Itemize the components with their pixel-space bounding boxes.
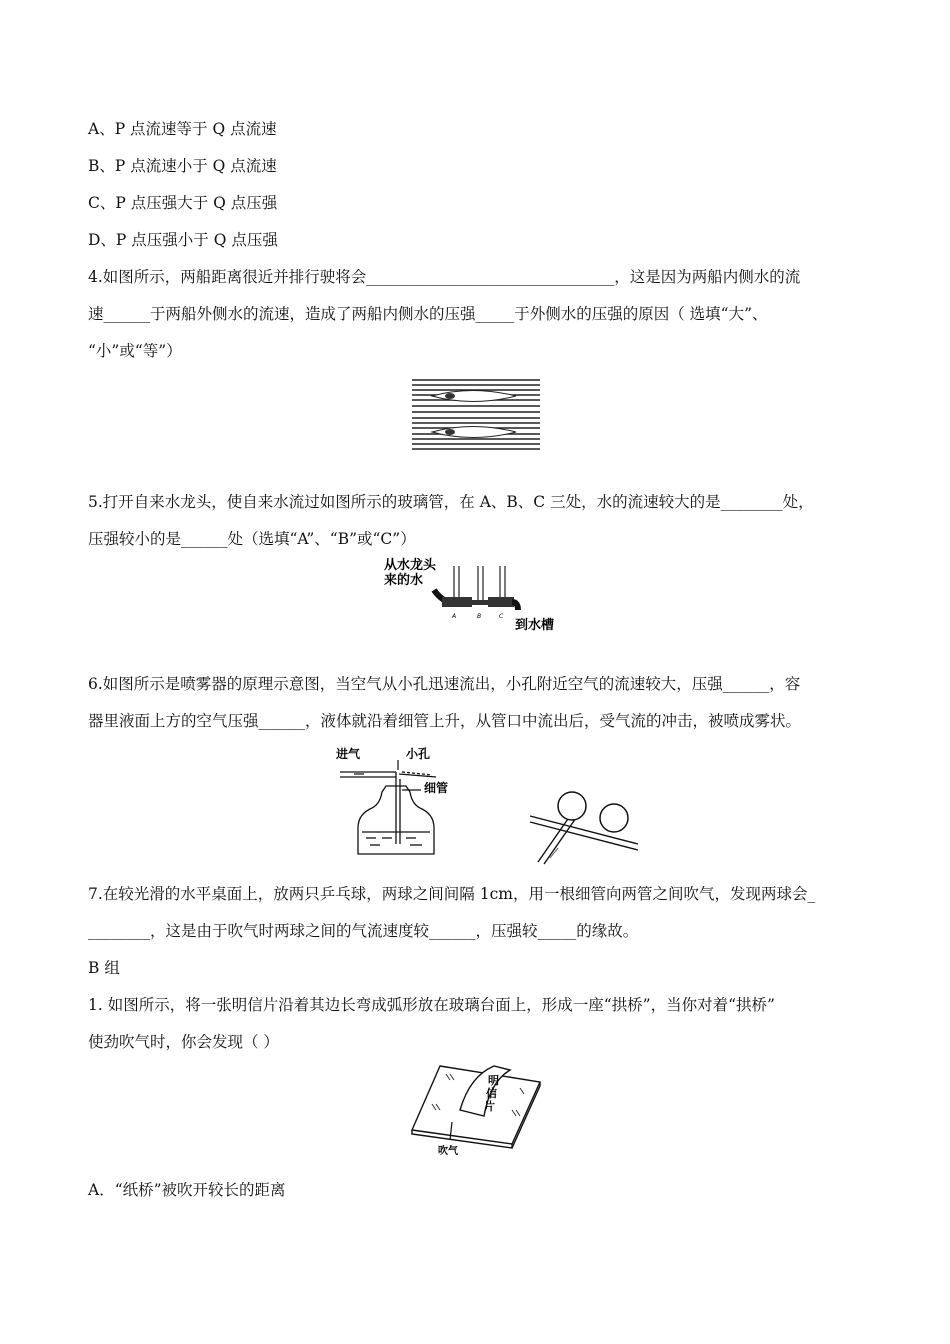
sprayer-label-hole: 小孔 [406, 747, 431, 761]
ping-pong-figure [528, 786, 642, 866]
tube-label-from: 从水龙头 [384, 558, 437, 573]
b-question-1-option-a: A．“纸桥”被吹开较长的距离 [88, 1181, 286, 1199]
postcard-bridge-figure [408, 1060, 544, 1156]
ball-left [558, 792, 586, 820]
question-4-line-1: 4.如图所示，两船距离很近并排行驶将会________________________________，这是因为两船内侧水的流 [88, 268, 801, 286]
question-5-line-2: 压强较小的是______处（选填“A”、“B”或“C”） [88, 530, 416, 548]
question-6-line-1: 6.如图所示是喷雾器的原理示意图，当空气从小孔迅速流出，小孔附近空气的流速较大，压强______，容 [88, 675, 801, 693]
boats-figure [412, 376, 540, 454]
question-6-line-2: 器里液面上方的空气压强______，液体就沿着细管上升，从管口中流出后，受气流的冲击，被喷成雾状。 [88, 712, 802, 730]
tube-point-c: C [499, 613, 504, 620]
tube-point-a: A [452, 613, 457, 620]
group-b-heading: B 组 [88, 959, 120, 977]
tube-section-c [488, 597, 514, 607]
tube-section-b [472, 600, 488, 605]
question-4-line-3: “小”或“等”） [88, 342, 182, 360]
postcard-char-3: 片 [484, 1100, 495, 1113]
question-4-line-2: 速______于两船外侧水的流速，造成了两船内侧水的压强_____于外侧水的压强的原因（ 选填“大”、 [88, 305, 768, 323]
tube-section-a [442, 597, 472, 607]
b-question-1-line-2: 使劲吹气时，你会发现（ ） [88, 1033, 279, 1051]
postcard-char-1: 明 [488, 1074, 499, 1087]
glass-tube-figure [382, 556, 564, 636]
sprayer-figure [336, 746, 460, 858]
postcard-char-2: 信 [486, 1087, 497, 1100]
option-b: B、P 点流速小于 Q 点流速 [88, 157, 277, 175]
question-7-line-1: 7.在较光滑的水平桌面上，放两只乒乓球，两球之间间隔 1cm，用一根细管向两管之间吹气，发现两球会_ [88, 885, 816, 903]
question-7-line-2: ________，这是由于吹气时两球之间的气流速度较______，压强较_____的缘故。 [88, 922, 639, 940]
question-5-line-1: 5.打开自来水龙头，使自来水流过如图所示的玻璃管，在 A、B、C 三处，水的流速较大的是________处， [88, 493, 814, 511]
b-question-1-line-1: 1. 如图所示，将一张明信片沿着其边长弯成弧形放在玻璃台面上，形成一座“拱桥”，当你对着“拱桥” [88, 996, 775, 1014]
option-d: D、P 点压强小于 Q 点压强 [88, 231, 278, 249]
option-a: A、P 点流速等于 Q 点流速 [88, 120, 277, 138]
sprayer-label-in: 进气 [336, 747, 361, 761]
tube-label-from2: 来的水 [384, 573, 424, 588]
sprayer-label-tube: 细管 [424, 781, 449, 795]
blow-label: 吹气 [438, 1146, 458, 1156]
option-c: C、P 点压强大于 Q 点压强 [88, 194, 278, 212]
tube-point-b: B [477, 613, 482, 620]
tube-label-to: 到水槽 [515, 618, 555, 633]
ball-right [600, 804, 628, 832]
